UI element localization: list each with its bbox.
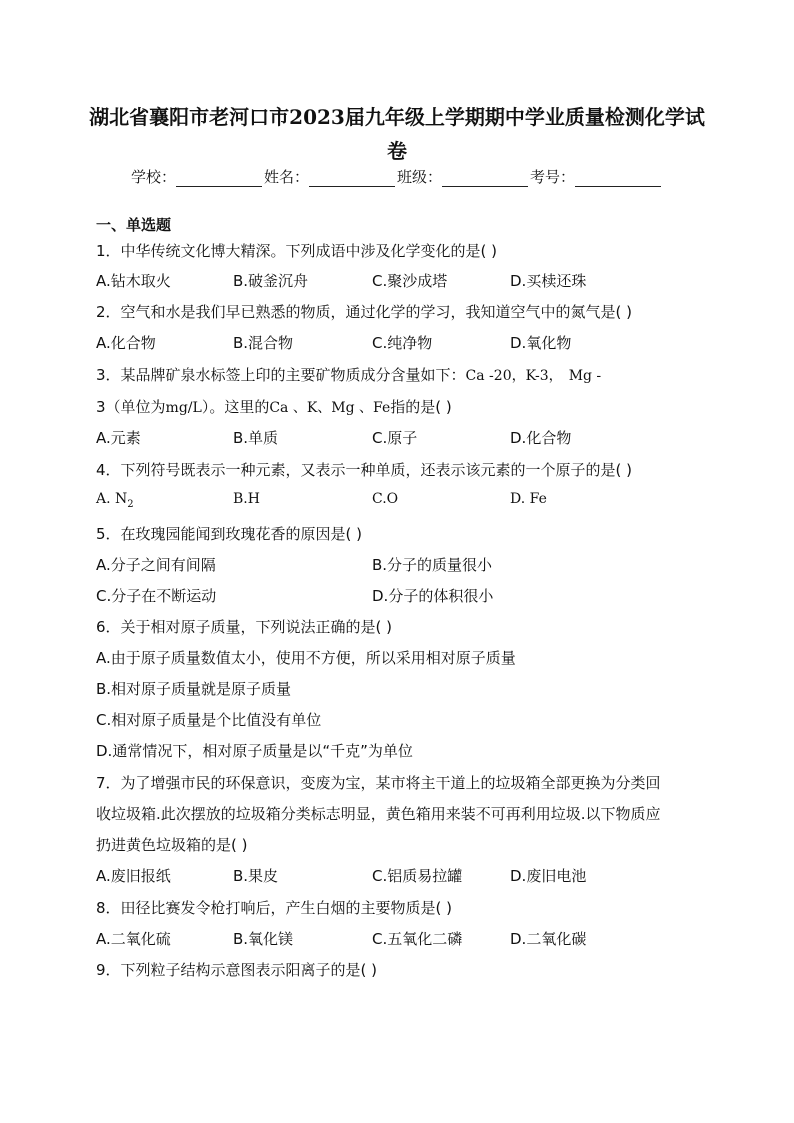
school-label: 学校： bbox=[130, 168, 176, 186]
q6-option-c[interactable]: C.相对原子质量是个比值没有单位 bbox=[96, 711, 322, 729]
question-1-stem: 1．中华传统文化博大精深。下列成语中涉及化学变化的是( ) bbox=[96, 242, 498, 260]
q3-unit-close: ）。这里的 bbox=[201, 398, 270, 416]
q4-option-b[interactable]: B.H bbox=[233, 491, 260, 507]
q3-option-b[interactable]: B.单质 bbox=[233, 429, 279, 447]
q2-option-c[interactable]: C.纯净物 bbox=[372, 334, 433, 352]
class-blank[interactable] bbox=[442, 172, 528, 187]
q7-option-d[interactable]: D.废旧电池 bbox=[510, 867, 587, 885]
q1-option-a[interactable]: A.钻木取火 bbox=[96, 272, 171, 290]
question-7-stem-line-1: 7．为了增强市民的环保意识，变废为宝，某市将主干道上的垃圾箱全部更换为分类回 bbox=[96, 774, 661, 792]
q4-option-d[interactable]: D. Fe bbox=[510, 491, 547, 507]
school-blank[interactable] bbox=[176, 172, 262, 187]
q3-option-c[interactable]: C.原子 bbox=[372, 429, 418, 447]
q5-option-c[interactable]: C.分子在不断运动 bbox=[96, 587, 217, 605]
q3-stem-end: 指的是( ) bbox=[390, 398, 452, 416]
q1-option-b[interactable]: B.破釜沉舟 bbox=[233, 272, 309, 290]
question-7-stem-line-2: 收垃圾箱.此次摆放的垃圾箱分类标志明显，黄色箱用来装不可再利用垃圾.以下物质应 bbox=[96, 805, 661, 823]
question-6-stem: 6．关于相对原子质量，下列说法正确的是( ) bbox=[96, 618, 393, 636]
q1-option-c[interactable]: C.聚沙成塔 bbox=[372, 272, 448, 290]
question-7-stem-line-3: 扔进黄色垃圾箱的是( ) bbox=[96, 836, 248, 854]
question-2-stem: 2．空气和水是我们早已熟悉的物质，通过化学的学习，我知道空气中的氮气是( ) bbox=[96, 303, 633, 321]
q7-option-a[interactable]: A.废旧报纸 bbox=[96, 867, 171, 885]
q5-option-d[interactable]: D.分子的体积很小 bbox=[372, 587, 494, 605]
q3-mg-value: Mg - bbox=[568, 368, 602, 384]
title-line-2: 卷 bbox=[387, 139, 407, 163]
q3-elements: Ca 、K、Mg 、Fe bbox=[269, 400, 391, 416]
q2-option-a[interactable]: A.化合物 bbox=[96, 334, 156, 352]
class-label: 班级： bbox=[397, 168, 443, 186]
student-info-row bbox=[0, 166, 794, 187]
q4-option-c[interactable]: C.O bbox=[372, 491, 399, 507]
q5-option-b[interactable]: B.分子的质量很小 bbox=[372, 556, 493, 574]
q4-option-a-symbol: A. N bbox=[96, 491, 128, 507]
q3-ca-k-values: Ca -20，K-3， bbox=[465, 368, 563, 384]
q3-unit-open: 3（单位为 bbox=[96, 398, 166, 416]
number-label: 考号： bbox=[530, 168, 576, 186]
q4-option-a[interactable] bbox=[96, 491, 134, 510]
q7-option-c[interactable]: C.铝质易拉罐 bbox=[372, 867, 463, 885]
number-blank[interactable] bbox=[575, 172, 661, 187]
q5-option-a[interactable]: A.分子之间有间隔 bbox=[96, 556, 216, 574]
q2-option-b[interactable]: B.混合物 bbox=[233, 334, 294, 352]
q6-option-a[interactable]: A.由于原子质量数值太小，使用不方便，所以采用相对原子质量 bbox=[96, 649, 516, 667]
q6-option-d[interactable]: D.通常情况下，相对原子质量是以“千克”为单位 bbox=[96, 742, 413, 760]
q8-option-c[interactable]: C.五氧化二磷 bbox=[372, 930, 463, 948]
q4-option-a-subscript: 2 bbox=[127, 498, 134, 510]
q3-unit: mg/L bbox=[165, 400, 202, 416]
q7-option-b[interactable]: B.果皮 bbox=[233, 867, 279, 885]
q6-option-b[interactable]: B.相对原子质量就是原子质量 bbox=[96, 680, 292, 698]
q8-option-a[interactable]: A.二氧化硫 bbox=[96, 930, 171, 948]
name-blank[interactable] bbox=[309, 172, 395, 187]
exam-title bbox=[80, 100, 714, 168]
question-9-stem: 9．下列粒子结构示意图表示阳离子的是( ) bbox=[96, 961, 378, 979]
title-line-1: 湖北省襄阳市老河口市2023届九年级上学期期中学业质量检测化学试 bbox=[89, 105, 705, 129]
question-3-stem-line-2 bbox=[96, 396, 452, 417]
question-3-stem-line-1 bbox=[96, 364, 601, 385]
section-title: 一、单选题 bbox=[96, 216, 172, 234]
name-label: 姓名： bbox=[263, 168, 309, 186]
question-8-stem: 8．田径比赛发令枪打响后，产生白烟的主要物质是( ) bbox=[96, 899, 453, 917]
q3-option-d[interactable]: D.化合物 bbox=[510, 429, 572, 447]
q2-option-d[interactable]: D.氧化物 bbox=[510, 334, 572, 352]
q3-stem-text: 3．某品牌矿泉水标签上印的主要矿物质成分含量如下： bbox=[96, 366, 466, 384]
question-4-stem: 4．下列符号既表示一种元素，又表示一种单质，还表示该元素的一个原子的是( ) bbox=[96, 461, 633, 479]
q8-option-b[interactable]: B.氧化镁 bbox=[233, 930, 294, 948]
q3-option-a[interactable]: A.元素 bbox=[96, 429, 141, 447]
q1-option-d[interactable]: D.买椟还珠 bbox=[510, 272, 587, 290]
q8-option-d[interactable]: D.二氧化碳 bbox=[510, 930, 587, 948]
question-5-stem: 5．在玫瑰园能闻到玫瑰花香的原因是( ) bbox=[96, 525, 363, 543]
